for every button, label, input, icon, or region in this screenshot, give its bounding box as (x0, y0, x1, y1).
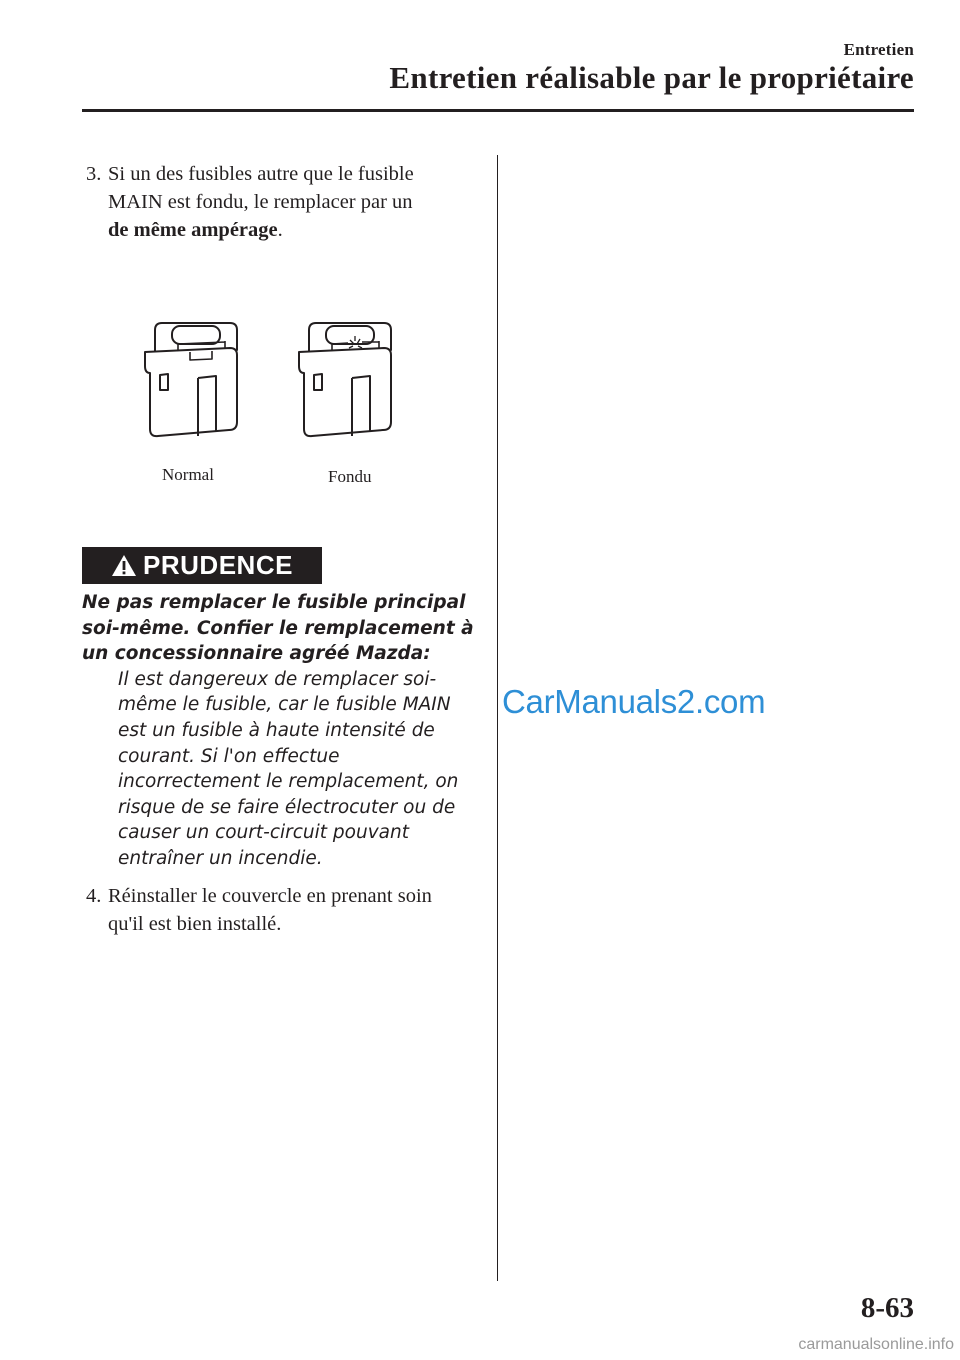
step-text-line: MAIN est fondu, le remplacer par un (108, 191, 413, 213)
caution-detail-line: causer un court-circuit pouvant (118, 822, 409, 844)
caution-header (82, 547, 322, 584)
caution-detail-line: entraîner un incendie. (118, 847, 323, 869)
step-period: . (277, 219, 283, 241)
section-title: Entretien réalisable par le propriétaire (389, 60, 914, 95)
label-normal: Normal (162, 465, 214, 484)
caution-lead-line: un concessionnaire agréé Mazda: (82, 643, 431, 665)
fuse-normal-icon (145, 323, 237, 436)
caution-detail-line: est un fusible à haute intensité de (118, 719, 435, 741)
page-number: 8-63 (860, 1292, 914, 1324)
label-blown: Fondu (328, 467, 372, 486)
step-4 (86, 882, 481, 938)
section-kicker: Entretien (843, 40, 914, 59)
caution-lead-line: soi-même. Confier le remplacement à (82, 617, 474, 639)
step-text-line: qu'il est bien installé. (108, 913, 282, 935)
caution-detail-line: même le fusible, car le fusible MAIN (118, 694, 451, 716)
step-text-line: Si un des fusibles autre que le fusible (108, 163, 414, 185)
caution-lead-line: Ne pas remplacer le fusible principal (82, 592, 466, 613)
step-text-line: Réinstaller le couvercle en prenant soin (108, 885, 432, 907)
column-divider (497, 155, 498, 1281)
footer-watermark: carmanualsonline.info (798, 1336, 954, 1353)
step-number: 3. (86, 163, 102, 185)
step-3 (86, 160, 481, 244)
step-number: 4. (86, 885, 102, 907)
header-rule (82, 109, 914, 112)
caution-label: PRUDENCE (143, 550, 293, 580)
caution-detail-line: risque de se faire électrocuter ou de (118, 796, 456, 818)
fuse-figure (120, 318, 420, 498)
caution-detail-line: Il est dangereux de remplacer soi- (118, 668, 437, 690)
caution-detail-line: incorrectement le remplacement, on (118, 771, 459, 793)
warning-triangle-icon (111, 553, 137, 579)
fuse-blown-icon (299, 323, 391, 436)
caution-text (82, 590, 482, 872)
caution-detail-line: courant. Si l'on effectue (118, 745, 340, 767)
watermark: CarManuals2.com (502, 683, 766, 720)
step-emphasis: de même ampérage (108, 219, 278, 241)
